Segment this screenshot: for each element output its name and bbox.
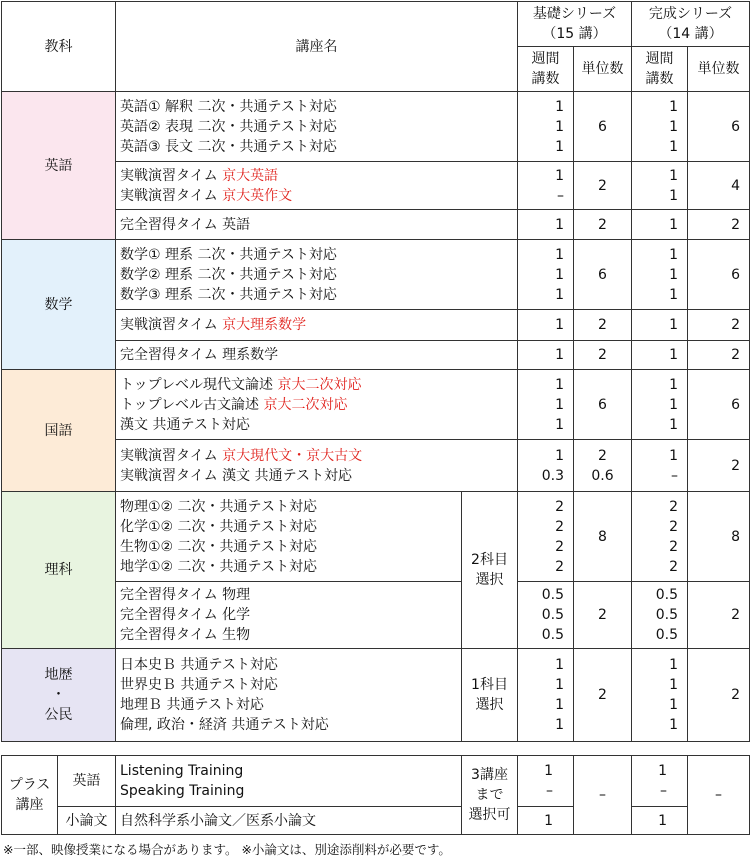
subject-japanese: 国語: [2, 370, 116, 492]
kiso-weekly: 1 1 1 1: [518, 649, 574, 742]
kiso-units: 8: [574, 492, 632, 582]
kansei-weekly: 1 1 1: [632, 240, 688, 310]
kansei-weekly: 1 1: [632, 162, 688, 210]
course-cell: 英語① 解釈 二次・共通テスト対応 英語② 表現 二次・共通テスト対応 英語③ 長文 二次・共通テスト対応: [116, 92, 518, 162]
plus-english-label: 英語: [58, 756, 116, 807]
kiso-weekly: 1: [518, 341, 574, 370]
kiso-weekly: 1: [518, 310, 574, 341]
header-kiso-series: 基礎シリーズ （15 講）: [518, 2, 632, 47]
kiso-units: 2 0.6: [574, 440, 632, 492]
kiso-units: 2: [574, 341, 632, 370]
kansei-units: 4: [688, 162, 750, 210]
kansei-weekly: 1 1 1: [632, 92, 688, 162]
subject-math: 数学: [2, 240, 116, 370]
kiso-weekly: 2 2 2 2: [518, 492, 574, 582]
science-select-note: 2科目 選択: [462, 492, 518, 649]
kansei-weekly: 1 –: [632, 440, 688, 492]
course-cell: 数学① 理系 二次・共通テスト対応 数学② 理系 二次・共通テスト対応 数学③ 理系 二次・共通テスト対応: [116, 240, 518, 310]
kiso-units: 6: [574, 370, 632, 440]
kiso-weekly: 1 –: [518, 162, 574, 210]
subject-science: 理科: [2, 492, 116, 649]
course-cell: トップレベル現代文論述 京大二次対応 トップレベル古文論述 京大二次対応 漢文 共通テスト対応: [116, 370, 518, 440]
kansei-weekly: 1: [632, 310, 688, 341]
kiso-weekly: 1 1 1: [518, 92, 574, 162]
course-cell: 物理①② 二次・共通テスト対応 化学①② 二次・共通テスト対応 生物①② 二次・共通テスト対応 地学①② 二次・共通テスト対応: [116, 492, 462, 582]
kiso-units: 6: [574, 240, 632, 310]
course-cell: 実戦演習タイム 京大現代文・京大古文 実戦演習タイム 漢文 共通テスト対応: [116, 440, 518, 492]
kansei-units: 2: [688, 341, 750, 370]
course-cell: 完全習得タイム 物理 完全習得タイム 化学 完全習得タイム 生物: [116, 582, 462, 649]
kansei-units: 8: [688, 492, 750, 582]
plus-course-table: [1, 755, 750, 835]
kiso-weekly: 1: [518, 807, 574, 835]
header-kiso-units: 単位数: [574, 47, 632, 92]
kansei-units: 2: [688, 582, 750, 649]
kansei-units: 2: [688, 440, 750, 492]
kiso-weekly: 1 –: [518, 756, 574, 807]
course-cell: 日本史Ｂ 共通テスト対応 世界史Ｂ 共通テスト対応 地理Ｂ 共通テスト対応 倫理, 政治・経済 共通テスト対応: [116, 649, 462, 742]
kiso-units: 6: [574, 92, 632, 162]
header-subject: 教科: [2, 2, 116, 92]
kansei-units: 2: [688, 649, 750, 742]
kansei-weekly: 1 –: [632, 756, 688, 807]
subject-social: 地歴 ・ 公民: [2, 649, 116, 742]
kansei-weekly: 0.5 0.5 0.5: [632, 582, 688, 649]
subject-english: 英語: [2, 92, 116, 240]
plus-essay-label: 小論文: [58, 807, 116, 835]
kiso-weekly: 1 1 1: [518, 370, 574, 440]
kiso-units: 2: [574, 162, 632, 210]
kansei-units: 6: [688, 370, 750, 440]
kiso-weekly: 1 0.3: [518, 440, 574, 492]
header-kansei-weekly: 週間 講数: [632, 47, 688, 92]
course-table: [1, 1, 750, 742]
kansei-weekly: 1 1 1 1: [632, 649, 688, 742]
course-cell: 実戦演習タイム 京大英語 実戦演習タイム 京大英作文: [116, 162, 518, 210]
kansei-units: 6: [688, 240, 750, 310]
kansei-weekly: 1: [632, 807, 688, 835]
kiso-weekly: 0.5 0.5 0.5: [518, 582, 574, 649]
kiso-units: 2: [574, 582, 632, 649]
plus-label: プラス 講座: [2, 756, 58, 835]
social-select-note: 1科目 選択: [462, 649, 518, 742]
header-kiso-weekly: 週間 講数: [518, 47, 574, 92]
kansei-weekly: 1: [632, 210, 688, 240]
kansei-weekly: 2 2 2 2: [632, 492, 688, 582]
course-cell: 完全習得タイム 英語: [116, 210, 518, 240]
header-kansei-series: 完成シリーズ （14 講）: [632, 2, 750, 47]
kiso-units: –: [574, 756, 632, 835]
header-kansei-units: 単位数: [688, 47, 750, 92]
kansei-units: 2: [688, 310, 750, 341]
kansei-units: 2: [688, 210, 750, 240]
kiso-units: 2: [574, 310, 632, 341]
plus-select-note: 3講座 まで 選択可: [462, 756, 518, 835]
course-cell: Listening Training Speaking Training: [116, 756, 462, 807]
footnote: ※一部、映像授業になる場合があります。 ※小論文は、別途添削料が必要です。: [3, 842, 451, 857]
kansei-units: 6: [688, 92, 750, 162]
course-cell: 自然科学系小論文／医系小論文: [116, 807, 462, 835]
kiso-weekly: 1 1 1: [518, 240, 574, 310]
kansei-weekly: 1 1 1: [632, 370, 688, 440]
kansei-weekly: 1: [632, 341, 688, 370]
kiso-units: 2: [574, 649, 632, 742]
kiso-units: 2: [574, 210, 632, 240]
course-cell: 実戦演習タイム 京大理系数学: [116, 310, 518, 341]
course-cell: 完全習得タイム 理系数学: [116, 341, 518, 370]
kiso-weekly: 1: [518, 210, 574, 240]
header-course: 講座名: [116, 2, 518, 92]
kansei-units: –: [688, 756, 750, 835]
